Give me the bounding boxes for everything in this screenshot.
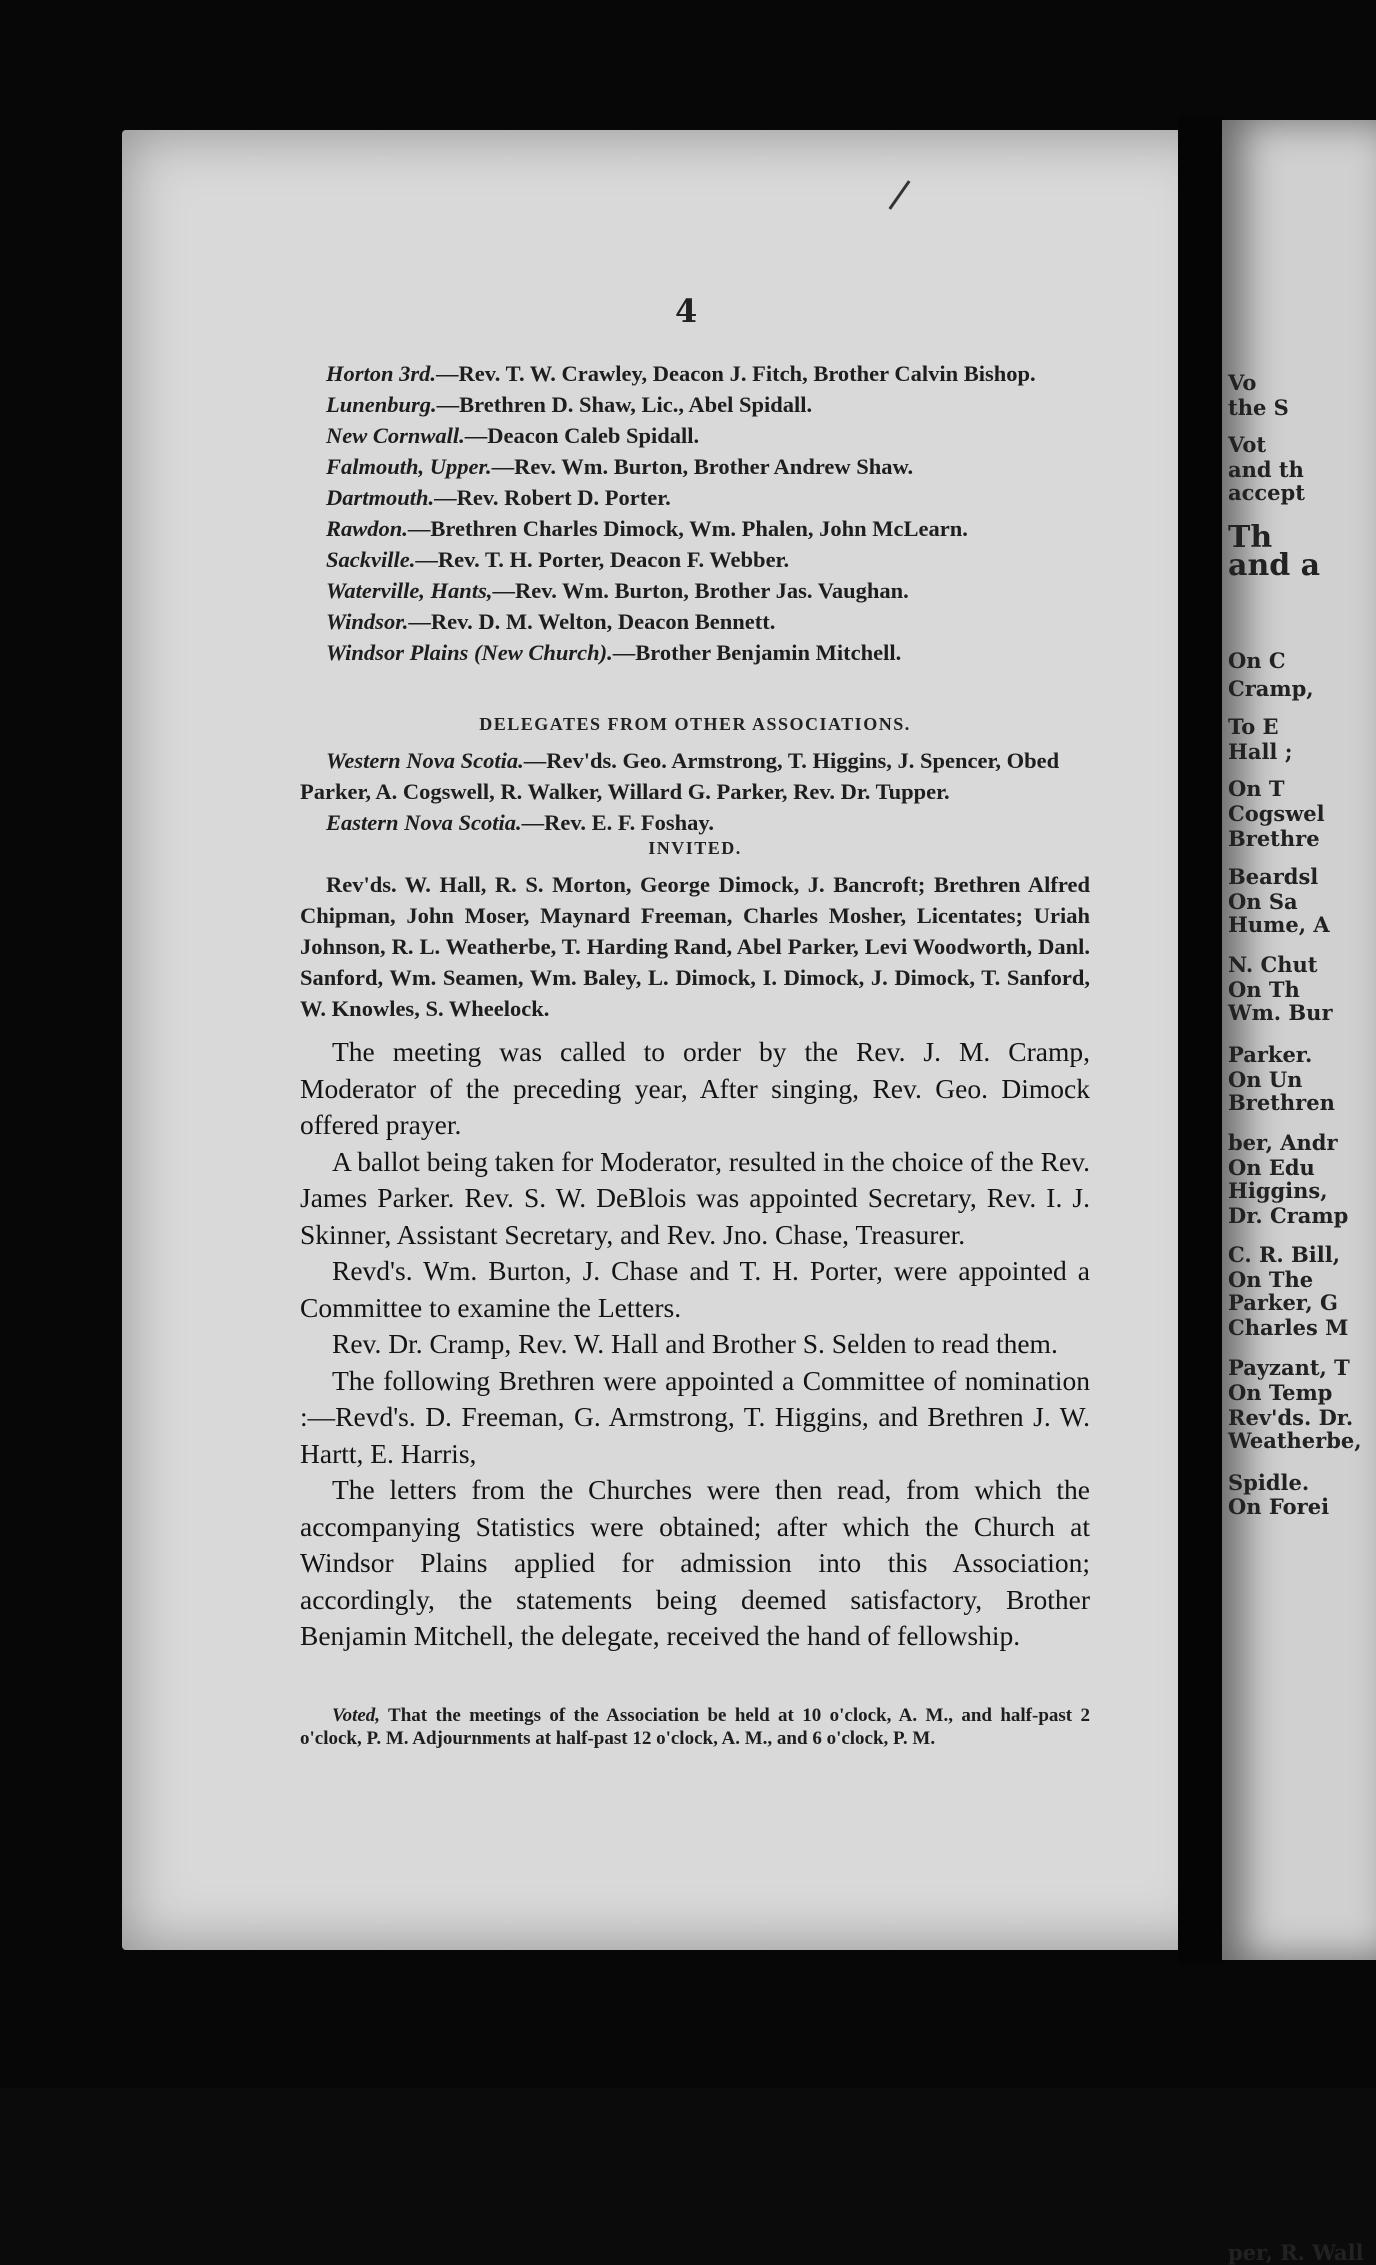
facing-page-fragment: Th [1228, 520, 1273, 555]
facing-page [1222, 120, 1376, 2265]
church-name: Waterville, Hants, [326, 578, 493, 603]
delegate-names: —Brethren D. Shaw, Lic., Abel Spidall. [436, 392, 813, 417]
facing-page-fragment: On Edu [1228, 1155, 1315, 1180]
attendance-entry [300, 482, 1090, 513]
facing-page-fragment: Beardsl [1228, 864, 1319, 889]
minutes-paragraph: The letters from the Churches were then read, from which the accompanying Statistics were obtained; after which the Church at Windsor Plains applied for admission into this Association; accordingly, the statements being deemed satisfactory, Brother Benjamin Mitchell, the delegate, received the hand of fellowship. [300, 1474, 1090, 1651]
facing-page-fragment: Cramp, [1228, 676, 1314, 701]
delegate-names: —Rev. E. F. Foshay. [521, 810, 714, 835]
church-name: Rawdon. [326, 516, 408, 541]
facing-page-fragment: Hall ; [1228, 739, 1293, 764]
delegate-names: —Rev. Robert D. Porter. [434, 485, 671, 510]
facing-page-fragment: On Forei [1228, 1494, 1330, 1519]
facing-page-fragment: Brethren [1228, 1090, 1335, 1115]
delegation-entry [300, 745, 1090, 807]
delegate-names: —Rev. Wm. Burton, Brother Andrew Shaw. [491, 454, 914, 479]
vote-text [300, 1704, 1090, 1750]
facing-page-fragment: On T [1228, 776, 1285, 801]
church-name: Falmouth, Upper. [326, 454, 492, 479]
delegates-heading: DELEGATES FROM OTHER ASSOCIATIONS. [479, 714, 911, 734]
minutes-paragraph: A ballot being taken for Moderator, resulted in the choice of the Rev. James Parker. Rev. S. W. DeBlois was appointed Secretary, Rev. I. J. Skinner, Assistant Secretary, and Rev. Jno. Chase, Treasurer. [300, 1145, 1090, 1250]
facing-page-fragment: C. R. Bill, [1228, 1242, 1341, 1267]
facing-page-fragment: On C [1228, 648, 1286, 673]
attendance-entry [300, 358, 1090, 389]
facing-page-fragment: Dr. Cramp [1228, 1203, 1349, 1228]
attendance-entry [300, 575, 1090, 606]
facing-page-fragment: Wm. Bur [1228, 1000, 1333, 1025]
invited-text: Rev'ds. W. Hall, R. S. Morton, George Dimock, J. Bancroft; Brethren Alfred Chipman, John Moser, Maynard Freeman, Charles Mosher, Licentates; Uriah Johnson, R. L. Weatherbe, T. Harding Rand, Abel Parker, Levi Woodworth, Danl. Sanford, Wm. Seamen, Wm. Baley, L. Dimock, I. Dimock, J. Dimock, T. Sanford, W. Knowles, S. Wheelock. [300, 872, 1090, 1021]
church-name: Eastern Nova Scotia. [326, 810, 522, 835]
facing-page-fragment: Higgins, [1228, 1178, 1328, 1203]
delegate-names: —Rev'ds. Geo. Armstrong, T. Higgins, J. Spencer, Obed Parker, A. Cogswell, R. Walker, Willard G. Parker, Rev. Dr. Tupper. [300, 748, 1060, 804]
church-name: Windsor Plains (New Church). [326, 640, 613, 665]
attendance-entry [300, 389, 1090, 420]
facing-page-fragment: and a [1228, 548, 1321, 583]
delegate-names: —Rev. T. H. Porter, Deacon F. Webber. [415, 547, 790, 572]
delegate-names: —Rev. Wm. Burton, Brother Jas. Vaughan. [492, 578, 909, 603]
delegate-names: —Brother Benjamin Mitchell. [612, 640, 902, 665]
facing-page-fragment: On The [1228, 1267, 1314, 1292]
facing-page-fragment: Payzant, T [1228, 1355, 1350, 1380]
vote-resolution [300, 1704, 1090, 1750]
vote-lead: Voted, [332, 1705, 381, 1726]
attendance-entry [300, 451, 1090, 482]
minutes-paragraph: Rev. Dr. Cramp, Rev. W. Hall and Brother S. Selden to read them. [332, 1328, 1058, 1359]
church-name: Windsor. [326, 609, 409, 634]
attendance-entry [300, 420, 1090, 451]
delegate-names: —Brethren Charles Dimock, Wm. Phalen, John McLearn. [407, 516, 968, 541]
facing-page-fragment: On Sa [1228, 889, 1298, 914]
facing-page-fragment: Parker, G [1228, 1290, 1338, 1315]
church-name: New Cornwall. [326, 423, 465, 448]
attendance-entry [300, 513, 1090, 544]
delegate-names: —Deacon Caleb Spidall. [464, 423, 700, 448]
facing-page-fragment: To E [1228, 714, 1279, 739]
facing-page-fragment: On Un [1228, 1067, 1303, 1092]
minutes-paragraph: The following Brethren were appointed a Committee of nomination :—Revd's. D. Freeman, G. Armstrong, T. Higgins, and Brethren J. W. Hartt, E. Harris, [300, 1364, 1090, 1469]
church-name: Western Nova Scotia. [326, 748, 524, 773]
vote-body: That the meetings of the Association be held at 10 o'clock, A. M., and half-past 2 o'clock, P. M. Adjournments at half-past 12 o'clock, A. M., and 6 o'clock, P. M. [300, 1705, 1090, 1749]
facing-page-fragment: per, R. Wall [1228, 2240, 1364, 2265]
facing-page-fragment: accept [1228, 480, 1305, 505]
facing-page-fragment: On Th [1228, 977, 1300, 1002]
facing-page-fragment: On Temp [1228, 1380, 1333, 1405]
attendance-entry [300, 544, 1090, 575]
facing-page-fragment: ber, Andr [1228, 1130, 1338, 1155]
invited-heading: INVITED. [648, 838, 742, 858]
page-number: 4 [675, 292, 698, 330]
church-name: Dartmouth. [326, 485, 435, 510]
facing-page-fragment: Cogswel [1228, 801, 1325, 826]
minutes-paragraph: Revd's. Wm. Burton, J. Chase and T. H. Porter, were appointed a Committee to examine the Letters. [300, 1255, 1090, 1323]
church-name: Sackville. [326, 547, 416, 572]
church-name: Lunenburg. [326, 392, 437, 417]
delegation-entry [300, 807, 1090, 838]
delegates-list [300, 745, 1090, 838]
facing-page-fragment: Hume, A [1228, 912, 1330, 937]
facing-page-fragment: Weatherbe, [1228, 1428, 1362, 1453]
facing-page-fragment: Parker. [1228, 1042, 1313, 1067]
invited-section [300, 838, 1090, 1024]
facing-page-fragment: N. Chut [1228, 952, 1318, 977]
delegates-section [300, 714, 1090, 838]
facing-page-fragment: Charles M [1228, 1315, 1349, 1340]
facing-page-fragment: the S [1228, 395, 1289, 420]
minutes-paragraph: The meeting was called to order by the Rev. J. M. Cramp, Moderator of the preceding year, After singing, Rev. Geo. Dimock offered prayer. [300, 1036, 1090, 1140]
facing-page-fragment: Spidle. [1228, 1470, 1310, 1495]
book-gutter [1178, 115, 1224, 1965]
facing-page-fragment: Vot [1228, 432, 1267, 457]
church-name: Horton 3rd. [326, 361, 437, 386]
delegate-names: —Rev. T. W. Crawley, Deacon J. Fitch, Brother Calvin Bishop. [436, 361, 1036, 386]
attendance-entry [300, 606, 1090, 637]
facing-page-fragment: Vo [1228, 370, 1257, 395]
facing-page-fragment: Rev'ds. Dr. [1228, 1405, 1354, 1430]
attendance-list [300, 358, 1090, 668]
facing-page-fragment: Brethre [1228, 826, 1320, 851]
attendance-entry [300, 637, 1090, 668]
delegate-names: —Rev. D. M. Welton, Deacon Bennett. [408, 609, 776, 634]
minutes-body [300, 1034, 1090, 1655]
facing-page-fragment: and th [1228, 457, 1304, 482]
